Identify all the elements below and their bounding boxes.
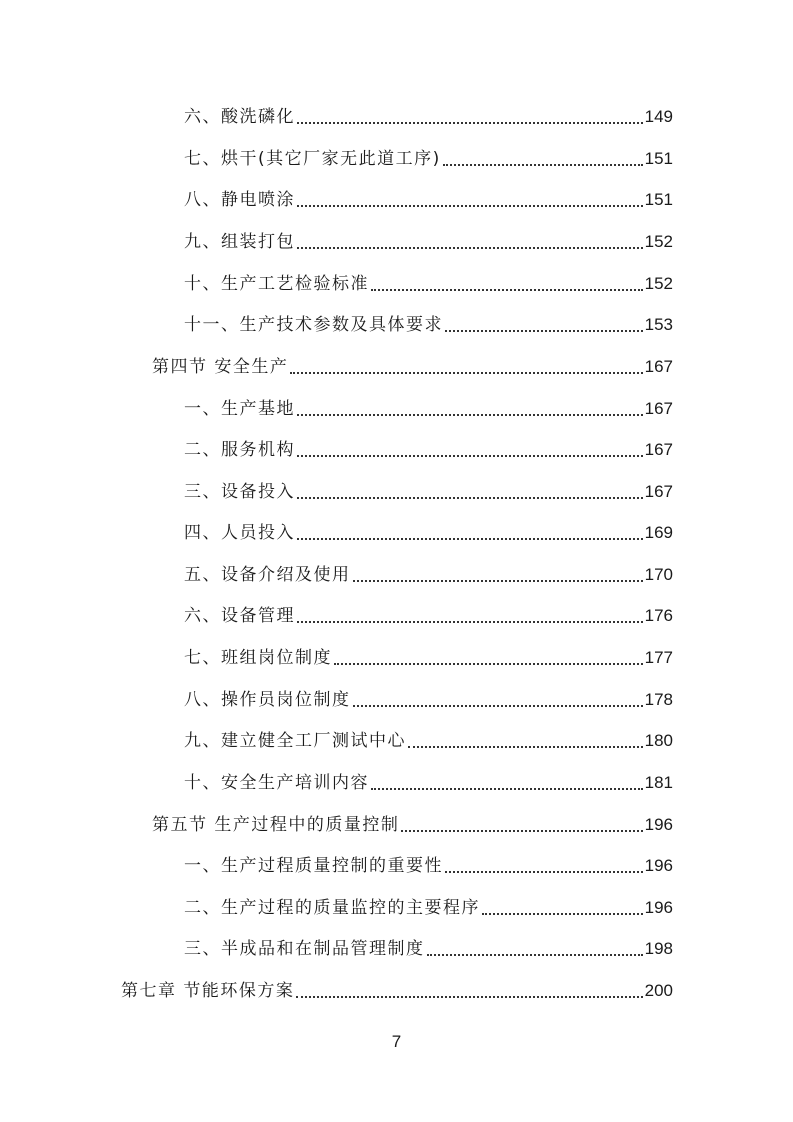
toc-entry-title: 十、生产工艺检验标准	[184, 274, 369, 294]
dot-leader	[297, 603, 643, 629]
toc-entry-title: 一、生产过程质量控制的重要性	[184, 856, 443, 876]
toc-entry-section[interactable]	[152, 354, 673, 380]
toc-entry[interactable]	[184, 396, 673, 422]
dot-leader	[353, 687, 643, 713]
dot-leader	[445, 312, 643, 338]
toc-entry-title: 四、人员投入	[184, 523, 295, 543]
toc-entry-page: 149	[644, 107, 673, 126]
toc-entry[interactable]	[184, 146, 673, 172]
toc-entry-title: 三、半成品和在制品管理制度	[184, 939, 425, 959]
toc-entry-title: 七、烘干(其它厂家无此道工序)	[184, 149, 441, 169]
dot-leader	[297, 229, 643, 255]
toc-entry-title: 一、生产基地	[184, 399, 295, 419]
dot-leader	[297, 479, 643, 505]
dot-leader	[401, 812, 642, 838]
toc-entry[interactable]	[184, 687, 673, 713]
toc-entry[interactable]	[184, 520, 673, 546]
toc-entry-page: 152	[644, 232, 673, 251]
toc-entry-title: 五、设备介绍及使用	[184, 565, 351, 585]
toc-entry[interactable]	[184, 645, 673, 671]
toc-entry-page: 178	[644, 690, 673, 709]
toc-entry-title: 六、酸洗磷化	[184, 107, 295, 127]
toc-entry-title: 七、班组岗位制度	[184, 648, 332, 668]
toc-entry-page: 151	[644, 149, 673, 168]
dot-leader	[290, 354, 642, 380]
toc-entry-page: 151	[644, 190, 673, 209]
toc-entry-page: 167	[644, 399, 673, 418]
toc-entry[interactable]	[184, 187, 673, 213]
toc-entry-chapter[interactable]	[121, 978, 673, 1004]
dot-leader	[353, 562, 643, 588]
toc-entry-title: 二、生产过程的质量监控的主要程序	[184, 898, 480, 918]
toc-entry-title: 六、设备管理	[184, 606, 295, 626]
toc-entry[interactable]	[184, 312, 673, 338]
toc-entry-title: 九、建立健全工厂测试中心	[184, 731, 406, 751]
toc-entry-title: 十、安全生产培训内容	[184, 773, 369, 793]
toc-entry-page: 153	[644, 315, 673, 334]
toc-entry-page: 196	[644, 898, 673, 917]
toc-entry-title: 十一、生产技术参数及具体要求	[184, 315, 443, 335]
toc-entry-page: 152	[644, 274, 673, 293]
toc-entry[interactable]	[184, 603, 673, 629]
toc-entry-page: 181	[644, 773, 673, 792]
toc-entry-page: 196	[644, 856, 673, 875]
toc-entry-page: 198	[644, 939, 673, 958]
toc-entry[interactable]	[184, 562, 673, 588]
dot-leader	[297, 437, 643, 463]
toc-entry[interactable]	[184, 936, 673, 962]
toc-entry-title: 八、操作员岗位制度	[184, 690, 351, 710]
toc-entry-page: 176	[644, 606, 673, 625]
toc-entry-page: 170	[644, 565, 673, 584]
toc-entry[interactable]	[184, 271, 673, 297]
toc-entry-page: 167	[644, 440, 673, 459]
dot-leader	[371, 271, 643, 297]
toc-entry-page: 167	[644, 482, 673, 501]
toc-entry[interactable]	[184, 437, 673, 463]
toc-entry[interactable]	[184, 479, 673, 505]
toc-entry[interactable]	[184, 770, 673, 796]
dot-leader	[297, 187, 643, 213]
dot-leader	[482, 895, 643, 921]
toc-entry-title: 三、设备投入	[184, 482, 295, 502]
toc-entry-page: 200	[644, 981, 673, 1000]
toc-entry[interactable]	[184, 853, 673, 879]
toc-entry-title: 九、组装打包	[184, 232, 295, 252]
dot-leader	[297, 104, 643, 130]
dot-leader	[443, 146, 643, 172]
toc-entry[interactable]	[184, 728, 673, 754]
dot-leader	[297, 396, 643, 422]
dot-leader	[445, 853, 643, 879]
toc-entry-section[interactable]	[152, 812, 673, 838]
toc-entry-page: 177	[644, 648, 673, 667]
dot-leader	[427, 936, 643, 962]
toc-entry-page: 196	[644, 815, 673, 834]
toc-entry[interactable]	[184, 104, 673, 130]
toc-entry-page: 167	[644, 357, 673, 376]
toc-entry-title: 第七章 节能环保方案	[121, 981, 295, 1001]
toc-entry-title: 八、静电喷涂	[184, 190, 295, 210]
toc-entry[interactable]	[184, 895, 673, 921]
toc-entry-page: 169	[644, 523, 673, 542]
toc-entry-title: 第五节 生产过程中的质量控制	[152, 815, 400, 835]
dot-leader	[371, 770, 643, 796]
toc-entry-title: 二、服务机构	[184, 440, 295, 460]
dot-leader	[334, 645, 643, 671]
dot-leader	[296, 978, 642, 1004]
page-number: 7	[391, 1032, 402, 1051]
toc-entry-title: 第四节 安全生产	[152, 357, 289, 377]
toc-entry[interactable]	[184, 229, 673, 255]
dot-leader	[408, 728, 643, 754]
toc-entry-page: 180	[644, 731, 673, 750]
dot-leader	[297, 520, 643, 546]
